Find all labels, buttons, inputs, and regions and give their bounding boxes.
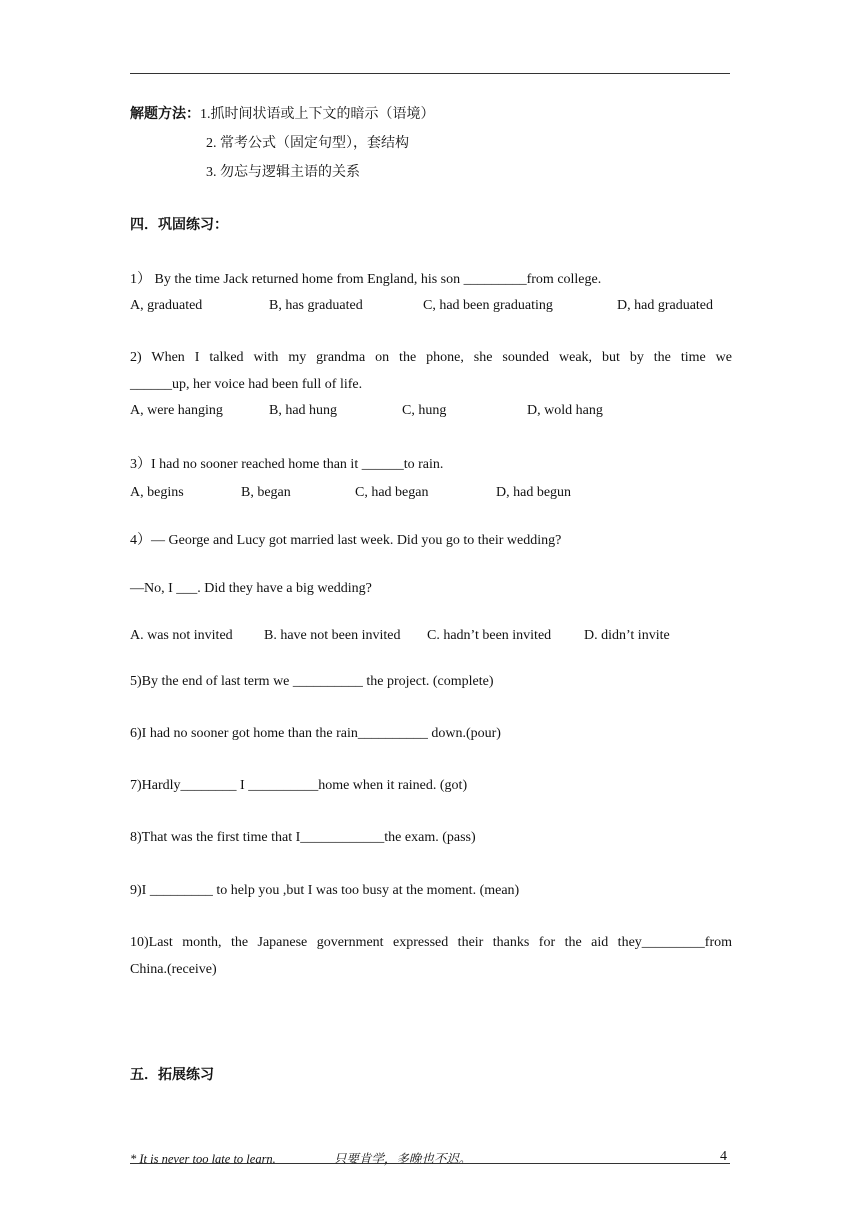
footer-rule bbox=[130, 1163, 730, 1164]
question-4-option-d: D. didn’t invite bbox=[584, 628, 670, 643]
question-4-option-b: B. have not been invited bbox=[264, 628, 401, 643]
question-2-option-c: C, hung bbox=[402, 403, 447, 418]
question-3-option-b: B, began bbox=[241, 485, 291, 500]
question-3-stem: 3）I had no sooner reached home than it ______to rain. bbox=[130, 457, 444, 472]
question-4-option-c: C. hadn’t been invited bbox=[427, 628, 552, 643]
question-2-option-d: D, wold hang bbox=[527, 403, 603, 418]
method-block bbox=[130, 106, 435, 124]
method-item-2: 2. 常考公式（固定句型），套结构 bbox=[206, 136, 409, 151]
question-3-option-a: A, begins bbox=[130, 485, 184, 500]
question-3-option-d: D, had begun bbox=[496, 485, 572, 500]
footer-motto-chinese: 只要肯学，多晚也不迟。 bbox=[333, 1152, 472, 1166]
question-8: 8)That was the first time that I____________the exam. (pass) bbox=[130, 830, 476, 845]
method-item-3: 3. 勿忘与逻辑主语的关系 bbox=[206, 165, 360, 180]
question-2-option-a: A, were hanging bbox=[130, 403, 223, 418]
question-3-option-c: C, had began bbox=[355, 485, 429, 500]
question-2-stem-line-2: ______up, her voice had been full of life. bbox=[130, 377, 363, 392]
footer-motto bbox=[130, 1149, 471, 1167]
question-1-option-d: D, had graduated bbox=[617, 298, 714, 313]
footer-motto-english: * It is never too late to learn. bbox=[130, 1152, 276, 1166]
question-10-line-1: 10)Last month, the Japanese government expressed their thanks for the aid they_________from bbox=[130, 935, 732, 950]
question-4-option-a: A. was not invited bbox=[130, 628, 233, 643]
question-2-option-b: B, had hung bbox=[269, 403, 338, 418]
method-label: 解题方法： bbox=[130, 107, 200, 122]
question-1-option-a: A, graduated bbox=[130, 298, 203, 313]
question-6: 6)I had no sooner got home than the rain__________ down.(pour) bbox=[130, 726, 501, 741]
question-4-reply: —No, I ___. Did they have a big wedding? bbox=[130, 581, 372, 596]
question-2-stem-line-1: 2) When I talked with my grandma on the phone, she sounded weak, but by the time we bbox=[130, 350, 732, 365]
question-4-stem: 4）— George and Lucy got married last week. Did you go to their wedding? bbox=[130, 533, 562, 548]
method-item-1: 1.抓时间状语或上下文的暗示（语境） bbox=[200, 107, 435, 122]
question-10-line-2: China.(receive) bbox=[130, 962, 217, 977]
question-1-option-c: C, had been graduating bbox=[423, 298, 553, 313]
page-number: 4 bbox=[720, 1149, 727, 1164]
question-7: 7)Hardly________ I __________home when it rained. (got) bbox=[130, 778, 468, 793]
question-9: 9)I _________ to help you ,but I was too busy at the moment. (mean) bbox=[130, 883, 520, 898]
question-1-stem: 1） By the time Jack returned home from England, his son _________from college. bbox=[130, 272, 602, 287]
question-1-option-b: B, has graduated bbox=[269, 298, 363, 313]
section-4-title: 四．巩固练习： bbox=[130, 218, 228, 233]
section-5-title: 五．拓展练习 bbox=[130, 1068, 214, 1083]
header-rule bbox=[130, 73, 730, 74]
question-5: 5)By the end of last term we __________ the project. (complete) bbox=[130, 674, 494, 689]
